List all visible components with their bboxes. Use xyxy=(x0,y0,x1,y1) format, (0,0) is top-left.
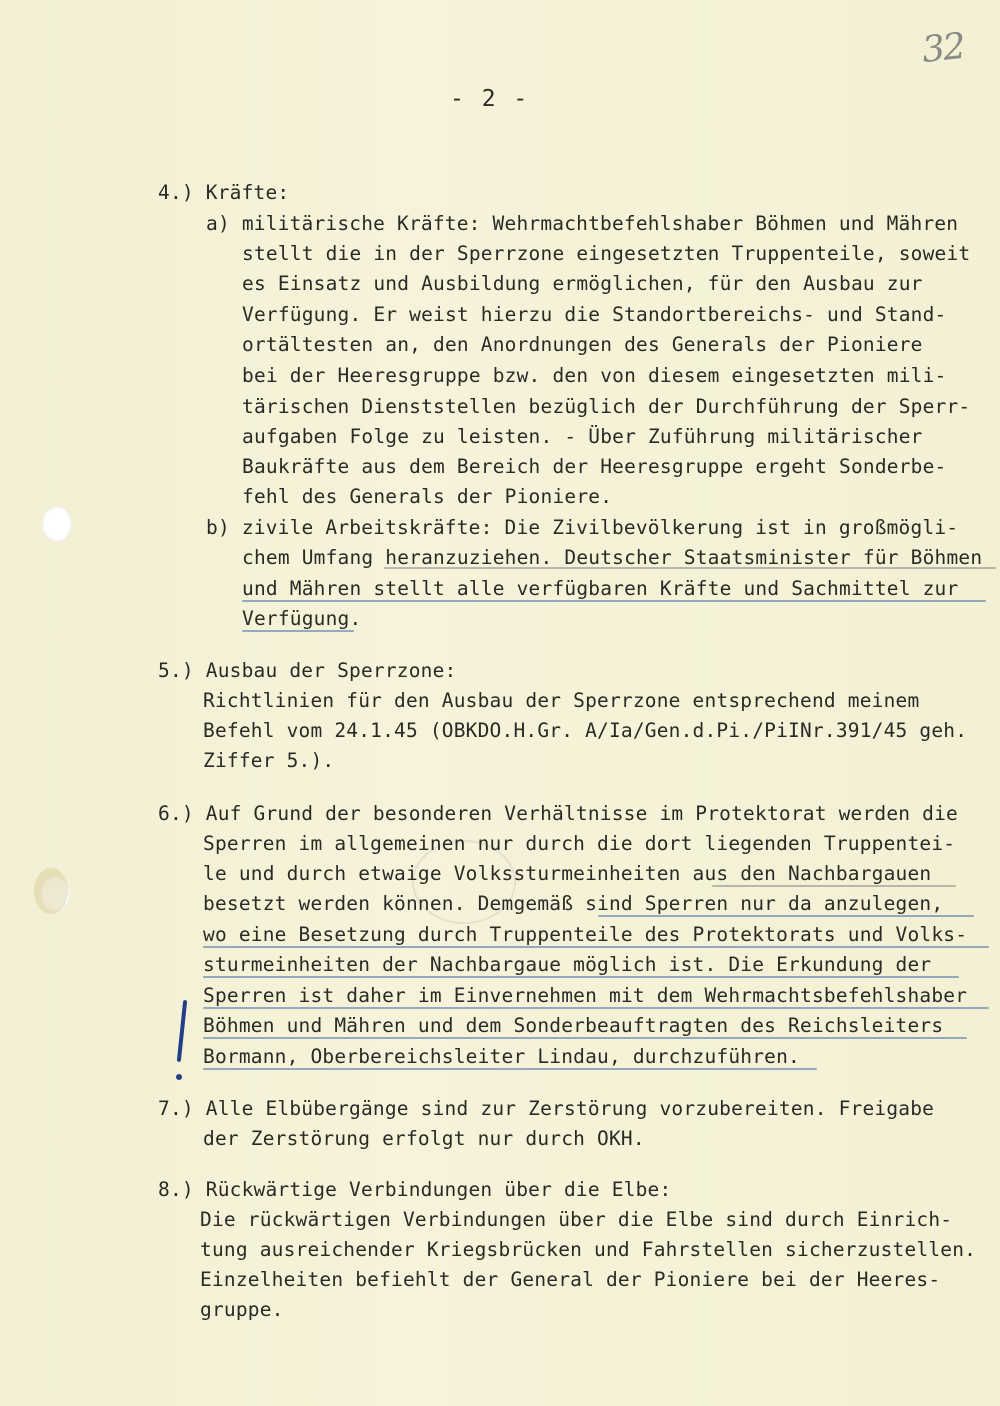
page-number: - 2 - xyxy=(450,86,530,112)
text-line: Die rückwärtigen Verbindungen über die Elbe sind durch Einrich- xyxy=(200,1208,953,1231)
pencil-underline xyxy=(384,567,996,569)
blue-underline xyxy=(242,630,354,632)
blue-underline xyxy=(203,976,959,978)
text-line: aufgaben Folge zu leisten. - Über Zuführung militärischer xyxy=(242,425,923,448)
text-line: gruppe. xyxy=(200,1298,284,1321)
text-line: stellt die in der Sperrzone eingesetzten Truppenteile, soweit xyxy=(242,242,971,265)
text-line: chem Umfang heranzuziehen. Deutscher Staatsminister für Böhmen xyxy=(242,546,983,569)
text-line: Sperren ist daher im Einvernehmen mit dem Wehrmachtsbefehlshaber xyxy=(203,984,968,1007)
punch-hole-top xyxy=(42,506,72,542)
text-line: Einzelheiten befiehlt der General der Pioniere bei der Heeres- xyxy=(200,1268,941,1291)
blue-underline xyxy=(203,1037,967,1039)
text-line: der Zerstörung erfolgt nur durch OKH. xyxy=(203,1127,645,1150)
text-line: Richtlinien für den Ausbau der Sperrzone entsprechend meinem xyxy=(203,689,920,712)
pencil-underline xyxy=(712,885,956,887)
text-line: Böhmen und Mähren und dem Sonderbeauftragten des Reichsleiters xyxy=(203,1014,944,1037)
blue-underline xyxy=(598,915,974,917)
blue-underline xyxy=(203,1068,817,1070)
text-line: Bormann, Oberbereichsleiter Lindau, durchzuführen. xyxy=(203,1045,800,1068)
text-line: tung ausreichender Kriegsbrücken und Fahrstellen sicherzustellen. xyxy=(200,1238,977,1261)
text-line: le und durch etwaige Volkssturmeinheiten aus den Nachbargauen xyxy=(203,862,932,885)
text-line: bei der Heeresgruppe bzw. den von diesem eingesetzten mili- xyxy=(242,364,947,387)
text-line: fehl des Generals der Pioniere. xyxy=(242,485,613,508)
text-line: Befehl vom 24.1.45 (OBKDO.H.Gr. A/Ia/Gen.d.Pi./PiINr.391/45 geh. xyxy=(203,719,968,742)
text-line: Sperren im allgemeinen nur durch die dort liegenden Truppentei- xyxy=(203,832,956,855)
blue-underline xyxy=(203,946,989,948)
text-line: Ziffer 5.). xyxy=(203,749,335,772)
paper-stain xyxy=(34,868,68,914)
text-line: sturmeinheiten der Nachbargaue möglich ist. Die Erkundung der xyxy=(203,953,932,976)
section-4-heading: 4.) Kräfte: xyxy=(158,181,290,204)
section-8-heading: 8.) Rückwärtige Verbindungen über die Elbe: xyxy=(158,1178,672,1201)
text-line: besetzt werden können. Demgemäß sind Sperren nur da anzulegen, xyxy=(203,892,944,915)
folio-number: 32 xyxy=(919,25,966,72)
margin-mark xyxy=(177,1000,187,1062)
text-line: es Einsatz und Ausbildung ermöglichen, für den Ausbau zur xyxy=(242,272,923,295)
blue-underline xyxy=(242,600,986,602)
text-line: b) zivile Arbeitskräfte: Die Zivilbevölkerung ist in großmögli- xyxy=(206,516,959,539)
margin-dot xyxy=(176,1074,182,1080)
section-5-heading: 5.) Ausbau der Sperrzone: xyxy=(158,659,457,682)
blue-underline xyxy=(203,1007,989,1009)
text-line: und Mähren stellt alle verfügbaren Kräfte und Sachmittel zur xyxy=(242,577,959,600)
section-7-heading: 7.) Alle Elbübergänge sind zur Zerstörung vorzubereiten. Freigabe xyxy=(158,1097,935,1120)
text-line: Verfügung. xyxy=(242,607,362,630)
text-line: Baukräfte aus dem Bereich der Heeresgruppe ergeht Sonderbe- xyxy=(242,455,947,478)
text-line: tärischen Dienststellen bezüglich der Durchführung der Sperr- xyxy=(242,395,971,418)
text-line: Verfügung. Er weist hierzu die Standortbereichs- und Stand- xyxy=(242,303,947,326)
text-line: ortältesten an, den Anordnungen des Generals der Pioniere xyxy=(242,333,923,356)
text-line: a) militärische Kräfte: Wehrmachtbefehlshaber Böhmen und Mähren xyxy=(206,212,959,235)
section-6-heading: 6.) Auf Grund der besonderen Verhältnisse im Protektorat werden die xyxy=(158,802,958,825)
text-line: wo eine Besetzung durch Truppenteile des Protektorats und Volks- xyxy=(203,923,968,946)
